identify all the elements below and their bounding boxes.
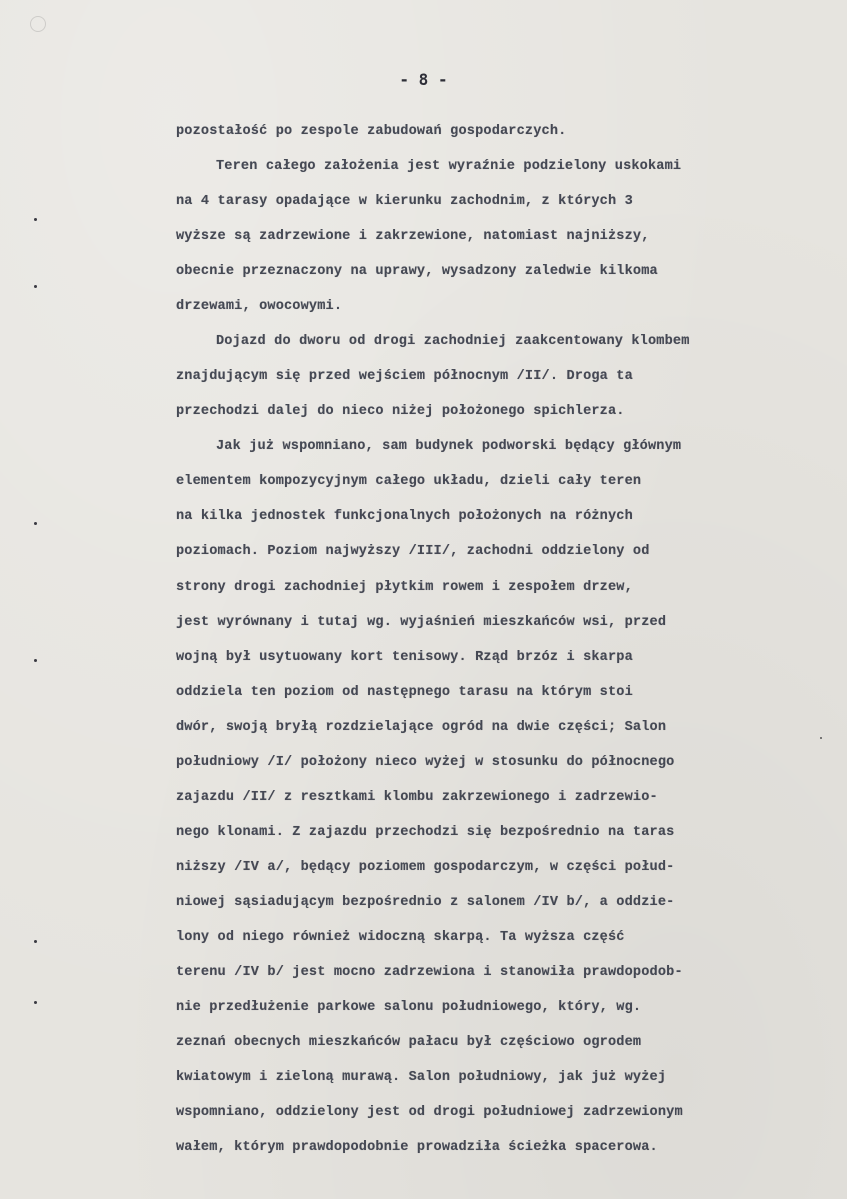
- text-line: dwór, swoją bryłą rozdzielające ogród na dwie części; Salon: [176, 720, 667, 735]
- text-line: wałem, którym prawdopodobnie prowadziła ścieżka spacerowa.: [176, 1140, 658, 1155]
- text-line: nie przedłużenie parkowe salonu południowego, który, wg.: [176, 1000, 642, 1015]
- text-line: drzewami, owocowymi.: [176, 299, 343, 314]
- page-number: - 8 -: [399, 70, 448, 89]
- text-line: kwiatowym i zieloną murawą. Salon południowy, jak już wyżej: [176, 1070, 667, 1085]
- text-line: nego klonami. Z zajazdu przechodzi się bezpośrednio na taras: [176, 825, 675, 840]
- text-line: wojną był usytuowany kort tenisowy. Rząd brzóz i skarpa: [176, 650, 633, 665]
- text-line: jest wyrównany i tutaj wg. wyjaśnień mieszkańców wsi, przed: [176, 615, 667, 630]
- margin-mark: [34, 218, 37, 221]
- margin-mark: [34, 522, 37, 525]
- margin-mark: [34, 940, 37, 943]
- margin-mark: [34, 285, 37, 288]
- margin-mark: [34, 659, 37, 662]
- text-line: wyższe są zadrzewione i zakrzewione, natomiast najniższy,: [176, 229, 650, 244]
- text-line: pozostałość po zespole zabudowań gospodarczych.: [176, 124, 567, 139]
- text-line: poziomach. Poziom najwyższy /III/, zachodni oddzielony od: [176, 544, 650, 559]
- text-line: Dojazd do dworu od drogi zachodniej zaakcentowany klombem: [216, 334, 690, 349]
- text-line: lony od niego również widoczną skarpą. Ta wyższa część: [176, 930, 625, 945]
- text-line: obecnie przeznaczony na uprawy, wysadzony zaledwie kilkoma: [176, 264, 658, 279]
- text-line: południowy /I/ położony nieco wyżej w stosunku do północnego: [176, 755, 675, 770]
- text-line: Teren całego założenia jest wyraźnie podzielony uskokami: [216, 159, 682, 174]
- text-line: niowej sąsiadującym bezpośrednio z salonem /IV b/, a oddzie-: [176, 895, 675, 910]
- text-line: niższy /IV a/, będący poziomem gospodarczym, w części połud-: [176, 860, 675, 875]
- text-line: zajazdu /II/ z resztkami klombu zakrzewionego i zadrzewio-: [176, 790, 658, 805]
- text-line: zeznań obecnych mieszkańców pałacu był częściowo ogrodem: [176, 1035, 642, 1050]
- corner-smudge: [30, 16, 46, 32]
- stray-mark: [820, 737, 822, 739]
- text-line: przechodzi dalej do nieco niżej położonego spichlerza.: [176, 404, 625, 419]
- text-line: elementem kompozycyjnym całego układu, dzieli cały teren: [176, 474, 642, 489]
- text-line: wspomniano, oddzielony jest od drogi południowej zadrzewionym: [176, 1105, 683, 1120]
- text-line: oddziela ten poziom od następnego tarasu na którym stoi: [176, 685, 633, 700]
- margin-mark: [34, 1001, 37, 1004]
- text-line: na kilka jednostek funkcjonalnych położonych na różnych: [176, 509, 633, 524]
- text-line: strony drogi zachodniej płytkim rowem i zespołem drzew,: [176, 580, 633, 595]
- text-line: na 4 tarasy opadające w kierunku zachodnim, z których 3: [176, 194, 633, 209]
- text-line: terenu /IV b/ jest mocno zadrzewiona i stanowiła prawdopodob-: [176, 965, 683, 980]
- text-line: Jak już wspomniano, sam budynek podworski będący głównym: [216, 439, 682, 454]
- text-line: znajdującym się przed wejściem północnym /II/. Droga ta: [176, 369, 633, 384]
